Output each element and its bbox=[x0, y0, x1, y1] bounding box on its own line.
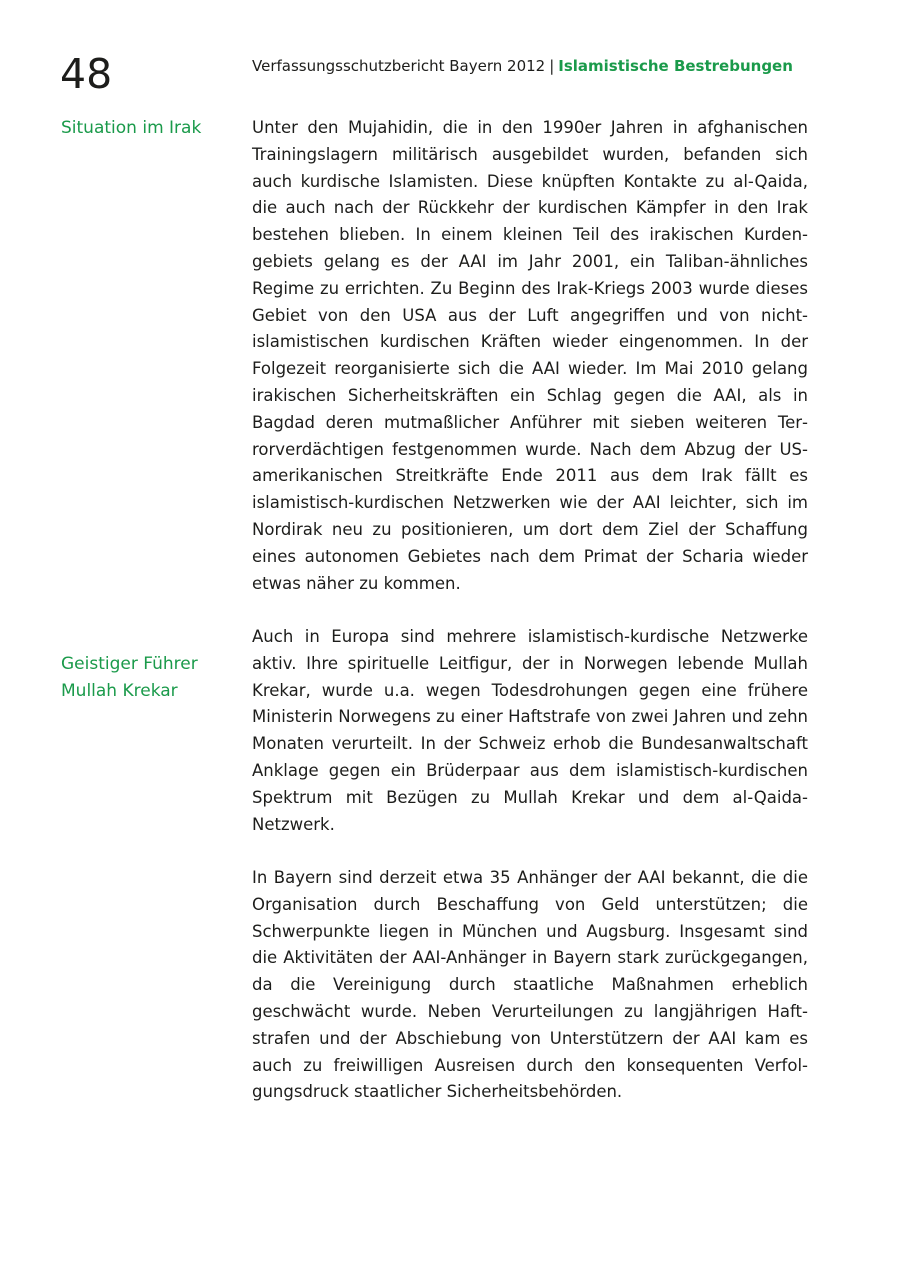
document-title: Verfassungsschutzbericht Bayern 2012 bbox=[252, 57, 546, 75]
running-header bbox=[252, 56, 793, 76]
margin-note-line-1: Geistiger Führer bbox=[61, 654, 198, 674]
paragraph-europa: Auch in Europa sind mehrere islamistisch-kurdische Netzwerke aktiv. Ihre spirituelle Leitfigur, der in Norwegen lebende Mullah Krekar, wurde u.a. wegen Todesdrohungen gegen eine frühere Ministerin Norwegens zu einer Haftstrafe von zwei Jahren und zehn Monaten verurteilt. In der Schweiz erhob die Bundesanwaltschaft Anklage gegen ein Brüderpaar aus dem islamistisch-kurdischen Spektrum mit Bezügen zu Mullah Krekar und dem al-Qaida-Netzwerk. bbox=[252, 627, 808, 834]
page-number: 48 bbox=[60, 50, 113, 98]
paragraph-situation-irak: Unter den Mujahidin, die in den 1990er Jahren in afghanischen Trainingslagern militärisch ausgebildet wurden, befanden sich auch kurdische Islamisten. Diese knüpften Kontakte zu al-Qaida, die auch nach der Rückkehr der kurdischen Kämpfer in den Irak bestehen blieben. In einem kleinen Teil des irakischen Kurdengebiets gelang es der AAI im Jahr 2001, ein Taliban-ähnliches Regime zu errichten. Zu Beginn des Irak-Kriegs 2003 wurde dieses Gebiet von den USA aus der Luft angegriffen und von nicht-islamistischen kurdischen Kräften wieder eingenommen. In der Folgezeit reorganisierte sich die AAI wieder. Im Mai 2010 gelang irakischen Sicherheitskräften ein Schlag gegen die AAI, als in Bagdad deren mutmaßlicher Anführer mit sieben weiteren Terrorverdächtigen festgenommen wurde. Nach dem Abzug der US-amerikanischen Streitkräfte Ende 2011 aus dem Irak fällt es islamistisch-kurdischen Netzwerken wie der AAI leichter, sich im Nordirak neu zu positionieren, um dort dem Ziel der Schaffung eines autonomen Gebietes nach dem Primat der Scharia wieder etwas näher zu kommen. bbox=[252, 118, 808, 593]
section-title: Islamistische Bestrebungen bbox=[558, 57, 793, 75]
margin-note-geistiger-fuehrer bbox=[61, 651, 231, 705]
margin-note-text: Situation im Irak bbox=[61, 118, 202, 138]
paragraph-bayern: In Bayern sind derzeit etwa 35 Anhänger der AAI bekannt, die die Organisation durch Beschaffung von Geld unterstützen; die Schwerpunkte liegen in München und Augsburg. Insgesamt sind die Aktivitäten der AAI-Anhänger in Bayern stark zurückgegangen, da die Vereinigung durch staatliche Maßnahmen erheblich geschwächt wurde. Neben Verurteilungen zu langjährigen Haftstrafen und der Abschiebung von Unterstützern der AAI kam es auch zu freiwilligen Ausreisen durch den konsequenten Verfolgungsdruck staatlicher Sicherheitsbehörden. bbox=[252, 868, 808, 1102]
margin-note-line-2: Mullah Krekar bbox=[61, 681, 178, 701]
header-separator: | bbox=[549, 57, 555, 75]
margin-note-situation-irak bbox=[61, 115, 231, 142]
